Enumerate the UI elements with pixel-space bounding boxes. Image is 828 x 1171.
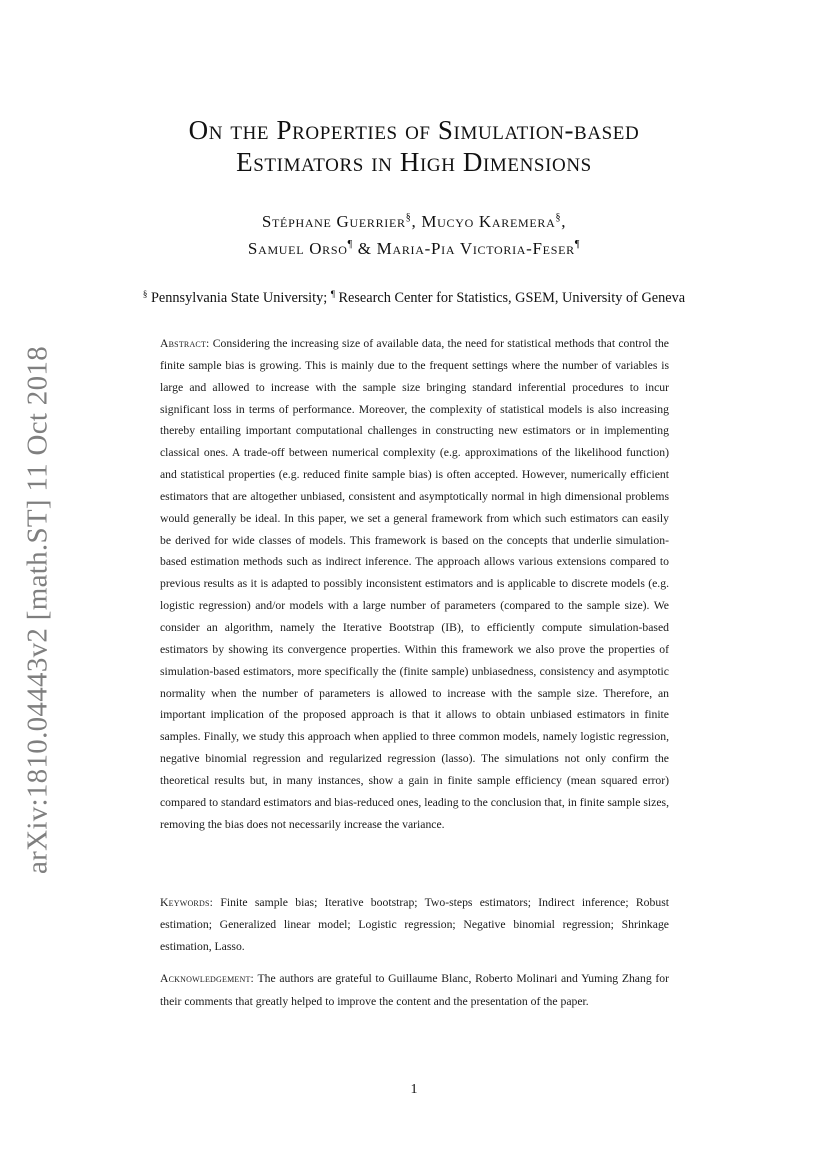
acknowledgement-text: The authors are grateful to Guillaume Blanc, Roberto Molinari and Yuming Zhang for their comments that greatly helped to improve the content and the presentation of the paper.: [160, 972, 669, 1008]
paper-title: [110, 114, 718, 178]
affiliations: [110, 289, 718, 307]
affiliation-text: Research Center for Statistics, GSEM, University of Geneva: [334, 290, 686, 306]
author-name: Mucyo Karemera: [421, 212, 556, 231]
keywords-label: Keywords:: [160, 896, 214, 909]
acknowledgement-label: Acknowledgement:: [160, 972, 254, 985]
affiliation-mark: §: [142, 289, 148, 299]
author-separator: ,: [411, 212, 422, 231]
affiliation-mark: §: [405, 212, 412, 223]
author-list: [110, 208, 718, 262]
title-line-2: Estimators in High Dimensions: [236, 147, 592, 177]
abstract-text: Considering the increasing size of available data, the need for statistical methods that control the finite sample bias is growing. This is mainly due to the frequent settings where the number of variables is large and allowed to increase with the sample size bringing standard inferential procedures to incur significant loss in terms of performance. Moreover, the complexity of statistical models is also increasing thereby entailing important computational challenges in constructing new estimators or in implementing classical ones. A trade-off between numerical complexity (e.g. approximations of the likelihood function) and statistical properties (e.g. reduced finite sample bias) is often accepted. However, numerically efficient estimators that are altogether unbiased, consistent and asymptotically normal in high dimensional problems would generally be ideal. In this paper, we set a general framework from which such estimators can easily be derived for wide classes of models. This framework is based on the concepts that underlie simulation-based estimation methods such as indirect inference. The approach allows various extensions compared to previous results as it is adapted to possibly inconsistent estimators and is applicable to discrete models (e.g. logistic regression) and/or models with a large number of parameters (compared to the sample size). We consider an algorithm, namely the Iterative Bootstrap (IB), to efficiently compute simulation-based estimators by showing its convergence properties. Within this framework we also prove the properties of simulation-based estimators, more specifically the (finite sample) unbiasedness, consistency and asymptotic normality when the number of parameters is allowed to increase with the sample size. Therefore, an important implication of the proposed approach is that it allows to obtain unbiased estimators in finite samples. Finally, we study this approach when applied to three common models, namely logistic regression, negative binomial regression and regularized regression (lasso). The simulations not only confirm the theoretical results but, in many instances, show a gain in finite sample efficiency (mean squared error) compared to standard estimators and bias-reduced ones, leading to the conclusion that, in finite sample sizes, removing the bias does not necessarily increase the variance.: [160, 337, 669, 831]
author-name: Stéphane Guerrier: [261, 212, 406, 231]
affiliation-text: Pennsylvania State University;: [147, 290, 331, 306]
title-line-1: On the Properties of Simulation-based: [188, 115, 640, 145]
author-separator: ,: [561, 212, 567, 231]
author-name: Maria-Pia Victoria-Feser: [376, 239, 575, 258]
author-line-1: [110, 208, 718, 235]
author-line-2: [110, 235, 718, 262]
keywords: [160, 892, 669, 958]
acknowledgement: [160, 968, 669, 1013]
author-separator: &: [352, 239, 377, 258]
keywords-text: Finite sample bias; Iterative bootstrap; Two-steps estimators; Indirect inference; Robust estimation; Generalized linear model; Logistic regression; Negative binomial regression; Shrinkage estimation, Lasso.: [160, 896, 670, 953]
affiliation-mark: ¶: [347, 239, 353, 250]
affiliation-mark: ¶: [330, 289, 335, 299]
affiliation-mark: ¶: [574, 239, 581, 250]
author-name: Samuel Orso: [247, 239, 348, 258]
abstract-label: Abstract:: [160, 337, 210, 350]
arxiv-identifier: arXiv:1810.04443v2 [math.ST] 11 Oct 2018: [21, 345, 54, 875]
affiliation-mark: §: [555, 212, 562, 223]
page-number: 1: [410, 1082, 418, 1097]
abstract: [160, 333, 669, 835]
